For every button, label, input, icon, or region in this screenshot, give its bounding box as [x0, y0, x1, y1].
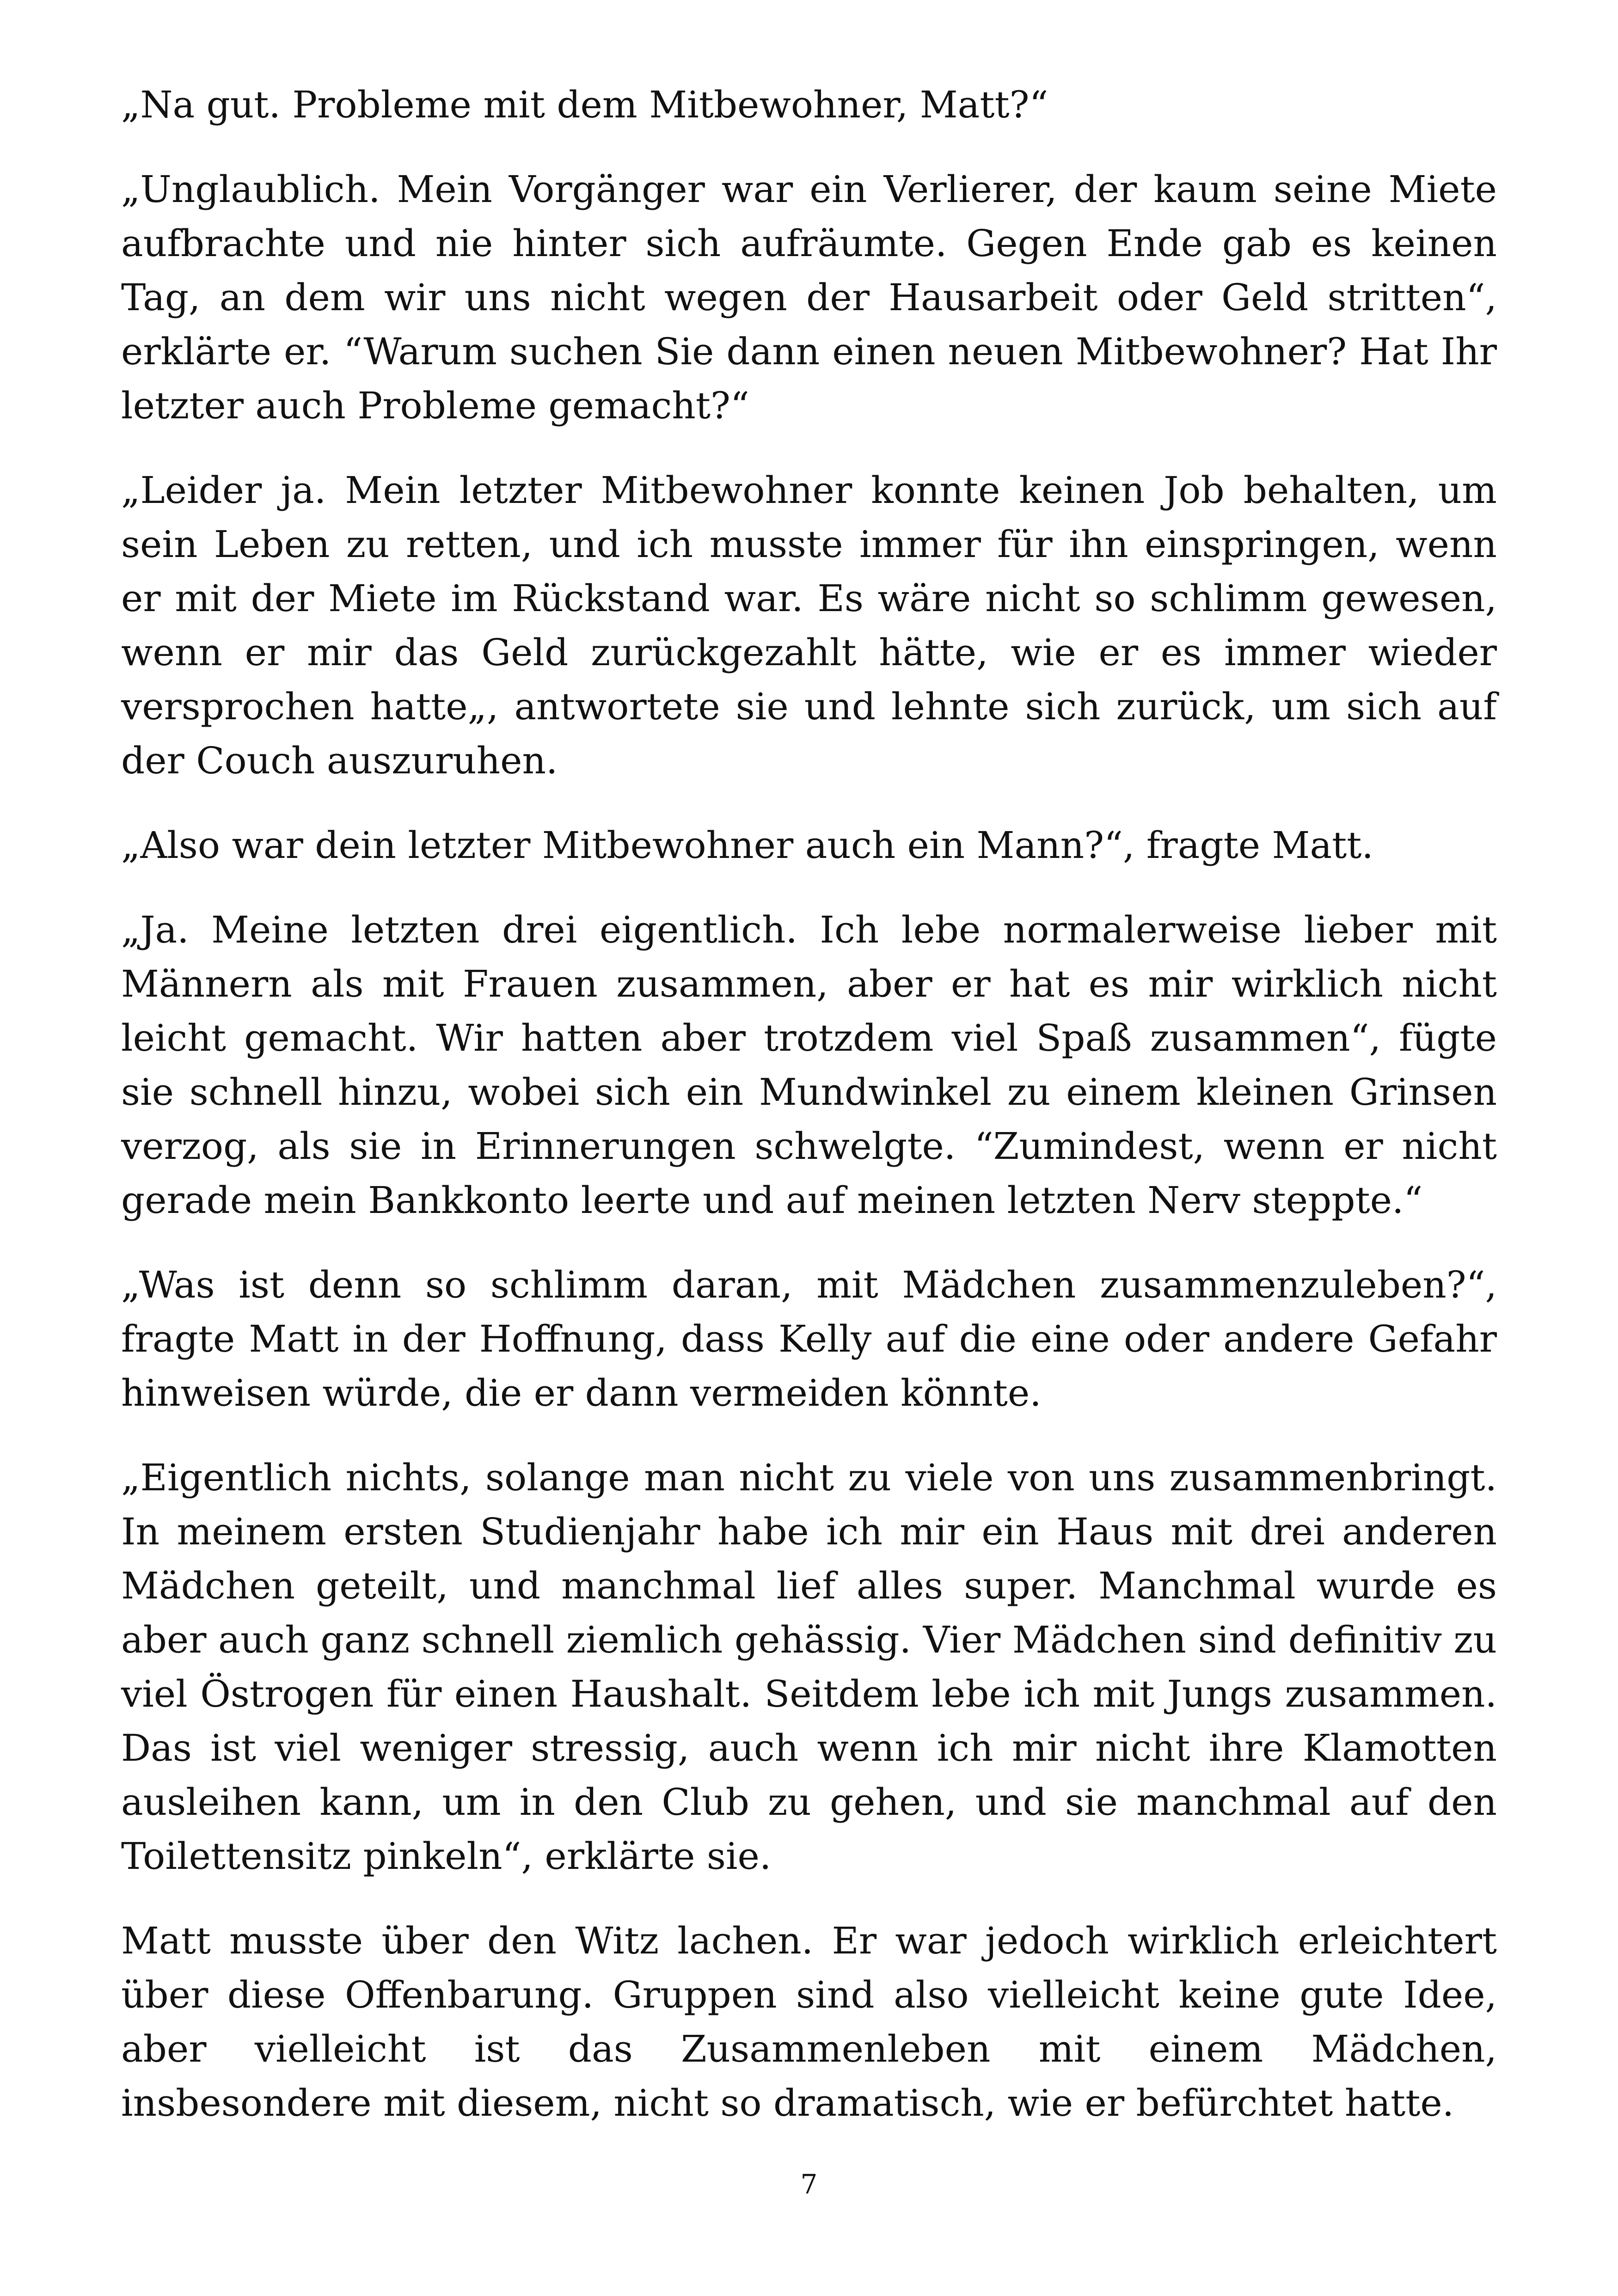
- paragraph-2: „Unglaublich. Mein Vorgänger war ein Verlierer, der kaum seine Miete aufbrachte und nie hinter sich aufräumte. Gegen Ende gab es keinen Tag, an dem wir uns nicht wegen der Hausarbeit oder Geld stritten“, erklärte er. “Warum suchen Sie dann einen neuen Mitbewohner? Hat Ihr letzter auch Probleme gemacht?“: [121, 168, 1497, 427]
- paragraph-5: „Ja. Meine letzten drei eigentlich. Ich lebe normalerweise lieber mit Männern als mit Frauen zusammen, aber er hat es mir wirklich nicht leicht gemacht. Wir hatten aber trotzdem viel Spaß zusammen“, fügte sie schnell hinzu, wobei sich ein Mundwinkel zu einem kleinen Grinsen verzog, als sie in Erinnerungen schwelgte. “Zumindest, wenn er nicht gerade mein Bankkonto leerte und auf meinen letzten Nerv steppte.“: [121, 908, 1497, 1222]
- paragraph-1: „Na gut. Probleme mit dem Mitbewohner, Matt?“: [121, 83, 1048, 126]
- body-text: [121, 78, 1497, 2161]
- paragraph-4: „Also war dein letzter Mitbewohner auch ein Mann?“, fragte Matt.: [121, 824, 1373, 867]
- page-number: 7: [800, 2168, 818, 2200]
- paragraph-6: „Was ist denn so schlimm daran, mit Mädchen zusammenzuleben?“, fragte Matt in der Hoffnung, dass Kelly auf die eine oder andere Gefahr hinweisen würde, die er dann vermeiden könnte.: [121, 1263, 1497, 1414]
- paragraph-3: „Leider ja. Mein letzter Mitbewohner konnte keinen Job behalten, um sein Leben zu retten, und ich musste immer für ihn einspringen, wenn er mit der Miete im Rückstand war. Es wäre nicht so schlimm gewesen, wenn er mir das Geld zurückgezahlt hätte, wie er es immer wieder versprochen hatte„, antwortete sie und lehnte sich zurück, um sich auf der Couch auszuruhen.: [121, 469, 1497, 782]
- paragraph-7: „Eigentlich nichts, solange man nicht zu viele von uns zusammenbringt. In meinem ersten Studienjahr habe ich mir ein Haus mit drei anderen Mädchen geteilt, und manchmal lief alles super. Manchmal wurde es aber auch ganz schnell ziemlich gehässig. Vier Mädchen sind definitiv zu viel Östrogen für einen Haushalt. Seitdem lebe ich mit Jungs zusammen. Das ist viel weniger stressig, auch wenn ich mir nicht ihre Klamotten ausleihen kann, um in den Club zu gehen, und sie manchmal auf den Toilettensitz pinkeln“, erklärte sie.: [121, 1456, 1497, 1878]
- paragraph-8: Matt musste über den Witz lachen. Er war jedoch wirklich erleichtert über diese Offenbarung. Gruppen sind also vielleicht keine gute Idee, aber vielleicht ist das Zusammenleben mit einem Mädchen, insbesondere mit diesem, nicht so dramatisch, wie er befürchtet hatte.: [121, 1919, 1497, 2125]
